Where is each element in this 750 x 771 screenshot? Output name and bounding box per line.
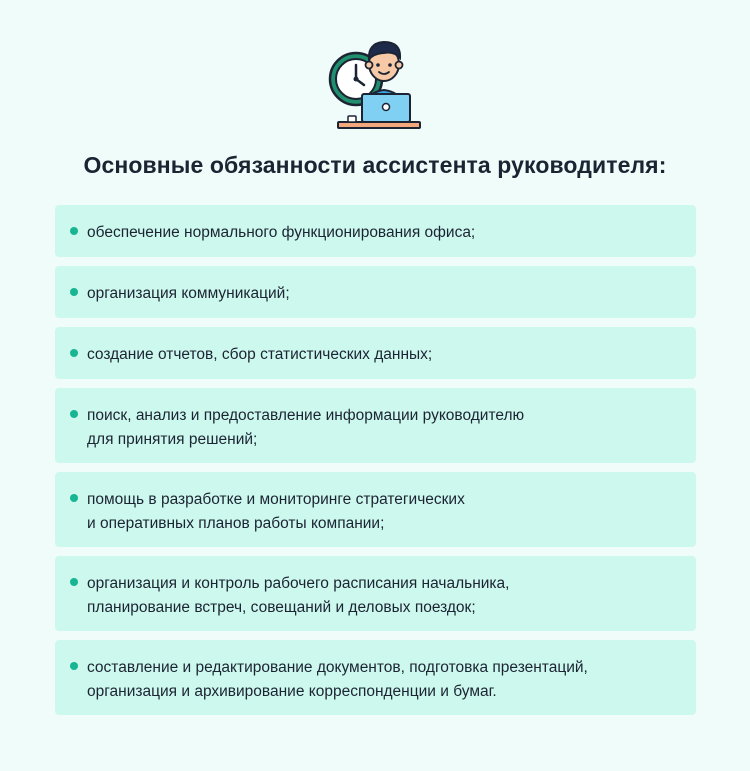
list-item-text: создание отчетов, сбор статистических данных;	[87, 346, 433, 363]
list-item-text: составление и редактирование документов, подготовка презентаций, организация и архивирование корреспонденции и бумаг.	[87, 659, 588, 700]
duties-list	[55, 205, 696, 724]
list-item-text: организация коммуникаций;	[87, 285, 290, 302]
list-item	[55, 327, 696, 379]
bullet-icon	[70, 227, 78, 235]
list-item	[55, 640, 696, 715]
list-item	[55, 205, 696, 257]
list-item	[55, 388, 696, 463]
list-item-text: поиск, анализ и предоставление информации руководителю для принятия решений;	[87, 407, 525, 448]
list-item-text: помощь в разработке и мониторинге стратегических и оперативных планов работы компании;	[87, 491, 465, 532]
assistant-illustration	[326, 34, 426, 132]
page-title: Основные обязанности ассистента руководителя:	[83, 152, 667, 178]
bullet-icon	[70, 494, 78, 502]
bullet-icon	[70, 662, 78, 670]
list-item	[55, 472, 696, 547]
bullet-icon	[70, 349, 78, 357]
list-item	[55, 266, 696, 318]
bullet-icon	[70, 578, 78, 586]
list-item-text: организация и контроль рабочего расписания начальника, планирование встреч, совещаний и деловых поездок;	[87, 575, 510, 616]
bullet-icon	[70, 410, 78, 418]
list-item-text: обеспечение нормального функционирования офиса;	[87, 224, 476, 241]
assistant-with-laptop-icon	[326, 34, 426, 132]
list-item	[55, 556, 696, 631]
bullet-icon	[70, 288, 78, 296]
